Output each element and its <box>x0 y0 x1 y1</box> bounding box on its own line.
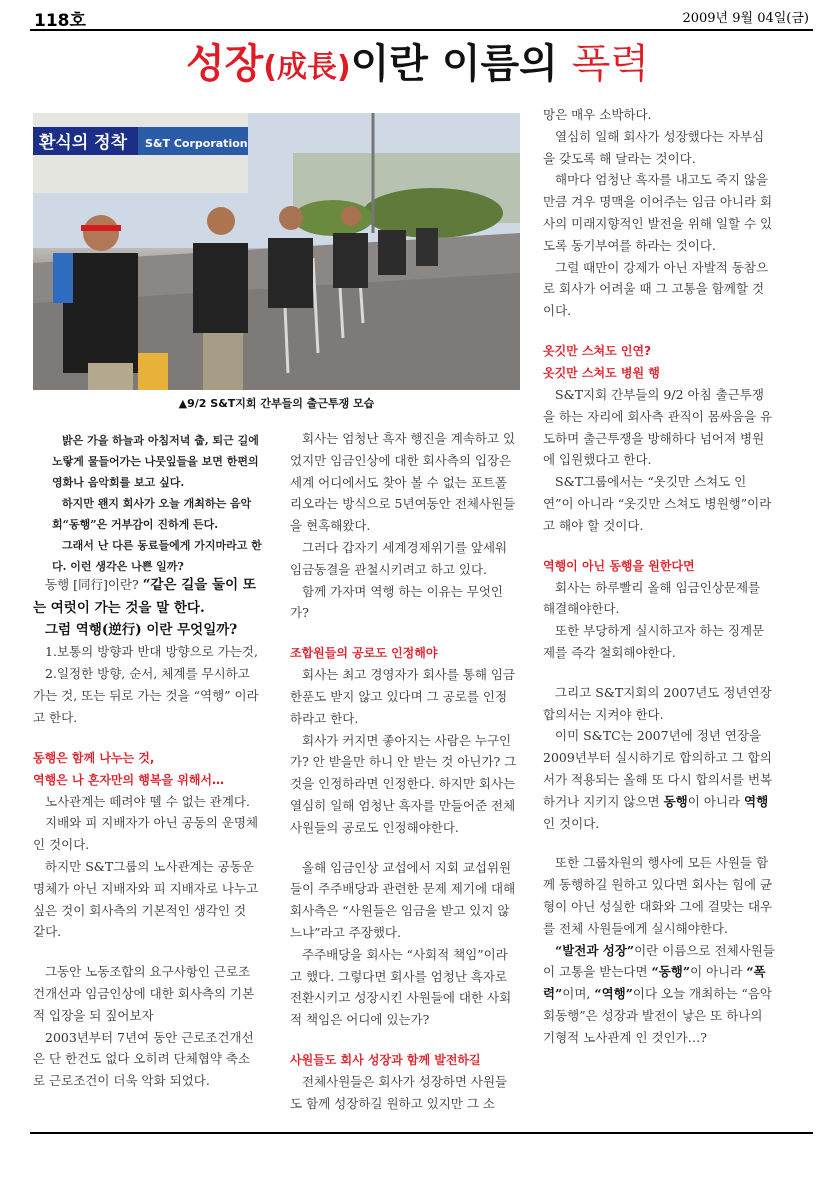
col2-p4: 회사는 최고 경영자가 회사를 통해 임금 한푼도 받지 않고 있다며 그 공로를 인정하라고 한다. <box>290 667 516 726</box>
headline-hanja: (成長) <box>263 50 351 85</box>
col1-p8: 그동안 노동조합의 요구사항인 근로조건개선과 임금인상에 대한 회사측의 기본적 입장을 되 짚어보자 <box>33 964 255 1023</box>
photo-sign-english: S&T Corporation <box>145 137 248 150</box>
col3-p3: 해마다 엄청난 흑자를 내고도 죽지 않을 만큼 겨우 명맥을 이어주는 임금 아니라 회사의 미래지향적인 발전을 위해 일할 수 있도록 동기부여를 하라는 것이다. <box>543 172 773 253</box>
footer-rule <box>30 1132 813 1134</box>
col1-p5: 노사관계는 떼려야 뗄 수 없는 관계다. <box>45 793 250 809</box>
photo-caption: ▲9/2 S&T지회 간부들의 출근투쟁 모습 <box>178 397 375 410</box>
col2-heading-2: 사원들도 회사 성장과 함께 발전하길 <box>290 1052 481 1067</box>
headline-part3: 폭력 <box>571 41 650 87</box>
col2-p1: 회사는 엄청난 흑자 행진을 계속하고 있었지만 임금인상에 대한 회사측의 입장은 세계 어디에서도 찾아 볼 수 없는 포트폴리오라는 방식으로 5년여동안 전체사원들을 현혹해왔다. <box>290 431 516 534</box>
col1-p4: 2.일정한 방향, 순서, 체계를 무시하고 가는 것, 또는 뒤로 가는 것을 “역행” 이라고 한다. <box>33 666 259 725</box>
column-2 <box>290 428 518 1115</box>
issue-date: 2009년 9월 04일(금) <box>682 11 809 26</box>
headline-part1: 성장 <box>185 41 264 87</box>
col2-p6: 올해 임금인상 교섭에서 지회 교섭위원들이 주주배당과 관련한 문제 제기에 대해 회사측은 “사원들은 임금을 받고 있지 않느냐”라고 주장했다. <box>290 859 516 940</box>
col2-p5: 회사가 커지면 좋아지는 사람은 누구인가? 안 받을만 하니 안 받는 것 아닌가? 그것을 인정하라면 인정한다. 하지만 회사는 열심히 일해 엄청난 흑자를 만들어준 전체사원들의 공로도 인정해야한다. <box>290 732 517 835</box>
col3-p7: 회사는 하루빨리 올해 임금인상문제를 해결해야한다. <box>543 579 761 617</box>
col1-p7: 하지만 S&T그룹의 노사관계는 공동운명체가 아닌 지배자와 피 지배자로 나누고 싶은 것이 회사측의 기본적인 생각인 것 같다. <box>33 858 259 940</box>
col2-p7: 주주배당을 회사는 “사회적 책임”이라고 했다. 그렇다면 회사를 엄청난 흑자로 전환시키고 성장시킨 사원들에 대한 사회적 책임은 어디에 있는가? <box>290 946 512 1028</box>
header-rule <box>30 29 813 31</box>
headline <box>0 38 835 94</box>
col3-p4: 그럴 때만이 강제가 아닌 자발적 동참으로 회사가 어려울 때 그 고통을 함께할 것이다. <box>543 259 769 319</box>
col3-heading-2: 옷깃만 스쳐도 병원 행 <box>543 365 660 380</box>
col2-p2: 그러다 갑자기 세계경제위기를 앞세워 임금동결을 관철시키려고 하고 있다. <box>290 539 508 577</box>
col3-p11: 또한 그룹차원의 행사에 모든 사원들 함께 동행하길 원하고 있다면 회사는 힘에 균형이 아닌 성실한 대화와 그에 걸맞는 대우를 전체 사원들에게 실시해야한다. <box>543 855 773 936</box>
col3-p9: 그리고 S&T지회의 2007년도 정년연장 합의서는 지켜야 한다. <box>543 684 772 722</box>
col1-p6: 지배와 피 지배자가 아닌 공동의 운명체 인 것이다. <box>33 815 259 853</box>
col3-heading-1: 옷깃만 스쳐도 인연? <box>543 343 652 358</box>
col2-p8: 전체사원들은 회사가 성장하면 사원들도 함께 성장하길 원하고 있지만 그 소 <box>290 1073 508 1111</box>
intro-p3: 그래서 난 다른 동료들에게 가지마라고 한다. 이런 생각은 나쁜 일까? <box>52 539 262 573</box>
photo-sign-korean: 환식의 정착 <box>39 133 128 153</box>
col3-p5: S&T지회 간부들의 9/2 아침 출근투쟁을 하는 자리에 회사측 관직이 몸싸움을 유도하며 출근투쟁을 방해하다 넘어져 병원에 입원했다고 한다. <box>543 386 773 468</box>
col3-p10: 이미 S&TC는 2007년에 정년 연장을 2009년부터 실시하기로 합의하고 그 합의서가 적용되는 올해 또 다시 합의서를 번복하거나 지키지 않으면 동행이 아니라 역행 인 것이다. <box>543 728 773 831</box>
column-1 <box>33 574 261 1092</box>
col3-p12: “발전과 성장”이란 이름으로 전체사원들이 고통을 받는다면 “동행”이 아니라 “폭력”이며, “역행”이다 오늘 개최하는 “음악회동행”은 성장과 발전이 낳은 또 하나의 기형적 노사관계 인 것인가…? <box>543 942 775 1045</box>
col1-heading-2: 역행은 나 혼자만의 행복을 위해서… <box>33 772 225 787</box>
col3-p6: S&T그룹에서는 “옷깃만 스쳐도 인연”이 아니라 “옷깃만 스쳐도 병원행”이라고 해야 할 것이다. <box>543 474 772 533</box>
intro-p1: 밝은 가을 하늘과 아침저녁 춥, 퇴근 길에 노랗게 물들어가는 나뭇잎들을 보면 한편의 영화나 음악회를 보고 싶다. <box>52 434 259 489</box>
issue-number: 118호 <box>34 11 86 31</box>
col1-p2: 그럼 역행(逆行) 이란 무엇일까? <box>45 621 238 638</box>
col3-p2: 열심히 일해 회사가 성장했다는 자부심을 갖도록 해 달라는 것이다. <box>543 128 765 166</box>
intro-text <box>52 430 270 577</box>
col1-p9: 2003년부터 7년여 동안 근로조건개선은 단 한건도 없다 오히려 단체협약 축소로 근로조건이 더욱 악화 되었다. <box>33 1029 254 1089</box>
col3-p8: 또한 부당하게 실시하고자 하는 징계문제를 즉각 철회해야한다. <box>543 623 765 660</box>
col2-p3: 함께 가자며 역행 하는 이유는 무엇인가? <box>290 583 503 621</box>
news-photo <box>33 113 520 390</box>
headline-part2: 이란 이름의 <box>350 41 558 87</box>
intro-p2: 하지만 왠지 회사가 오늘 개최하는 음악회“동행”은 거부감이 진하게 든다. <box>52 497 252 531</box>
col1-p1: 동행 [同行]이란? “같은 길을 둘이 또는 여럿이 가는 것을 말 한다. <box>33 577 256 616</box>
col3-p1: 망은 매우 소박하다. <box>543 107 652 122</box>
col1-p3: 1.보통의 방향과 반대 방향으로 가는것, <box>45 644 258 660</box>
column-3 <box>543 104 775 1048</box>
col1-heading-1: 동행은 함께 나누는 것, <box>33 750 155 765</box>
col3-heading-3: 역행이 아닌 동행을 원한다면 <box>543 558 695 573</box>
photo-illustration <box>33 113 520 390</box>
col2-heading-1: 조합원들의 공로도 인정해야 <box>290 646 438 661</box>
